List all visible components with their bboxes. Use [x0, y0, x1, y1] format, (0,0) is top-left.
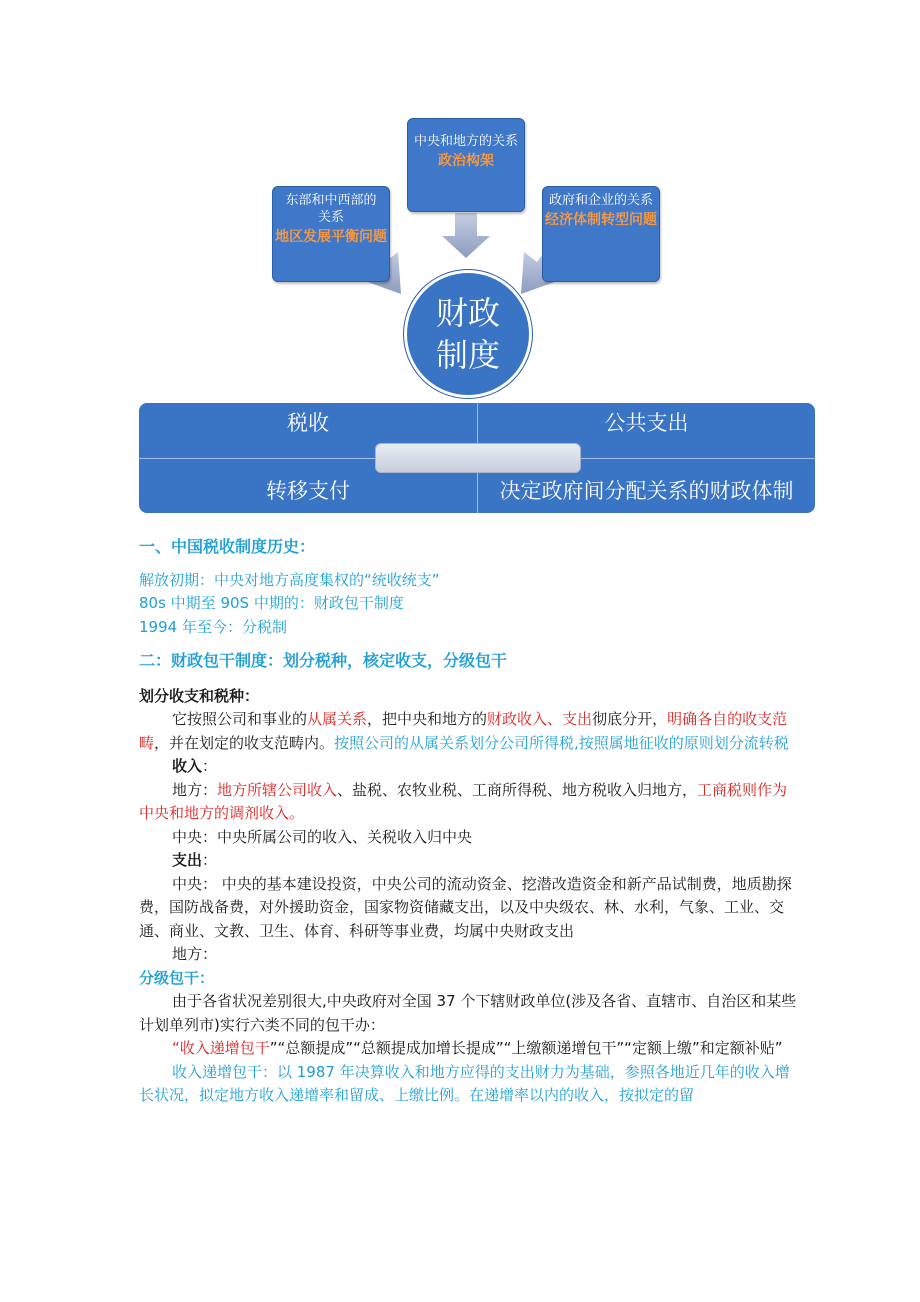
local-income [139, 779, 799, 826]
paragraph-six-types [139, 1037, 799, 1061]
text-run-red: 明确各自的收支范畴 [139, 710, 788, 752]
text-run: ，把中央和地方的 [367, 710, 488, 728]
text-run-red: 工商税则作为中央和地方的调剂收入。 [139, 780, 788, 822]
box-east-line: 东部和中西部的关系 [285, 193, 377, 225]
box-central-highlight: 政治构架 [438, 153, 494, 169]
income-label-text: 收入 [172, 757, 203, 775]
text-run: 它按照公司和事业的 [172, 710, 308, 728]
cell-transfer-payment: 转移支付 [266, 479, 350, 503]
text-run-red: 地方所辖公司收入 [217, 780, 338, 799]
text-run: ”“总额提成”“总额提成加增长提成”“上缴额递增包干”“定额上缴”和定额补贴” [269, 1039, 783, 1057]
paragraph-level-contract: 由于各省状况差别很大,中央政府对全国 37 个下辖财政单位(涉及各省、直辖市、自治区和某些计划单列市)实行六类不同的包干办： [139, 992, 797, 1034]
fiscal-components-grid [139, 403, 815, 513]
text-run: 地方： [172, 780, 218, 799]
cell-tax: 税收 [287, 411, 329, 435]
cell-public-expenditure: 公共支出 [604, 411, 689, 435]
income-label [139, 755, 799, 779]
paragraph-divide [139, 708, 799, 755]
text-run: 、盐税、农牧业税、工商所得税、地方税收入归地方， [337, 780, 698, 799]
colon: ： [202, 757, 218, 775]
text-run-red: 从属关系 [307, 710, 368, 728]
history-item: 1994 年至今：分税制 [139, 617, 287, 636]
fiscal-system-circle [404, 270, 532, 398]
text-run-red: “收入递增包干 [172, 1039, 270, 1057]
subheading-level-contract: 分级包干： [139, 968, 215, 987]
center-connector [375, 443, 581, 473]
history-item: 解放初期：中央对地方高度集权的“统收统支” [139, 570, 440, 589]
cell-fiscal-structure: 决定政府间分配关系的财政体制 [499, 479, 794, 503]
box-central-local [407, 118, 525, 212]
central-income: 中央：中央所属公司的收入、关税收入归中央 [172, 827, 473, 846]
arrow-down [442, 213, 490, 258]
box-east-highlight: 地区发展平衡问题 [275, 229, 387, 245]
text-run: ，并在划定的收支范畴内。 [154, 733, 335, 752]
circle-label: 财政制度 [435, 294, 500, 374]
text-run-red: 财政收入、支出 [487, 710, 593, 728]
box-gov-enterprise [542, 186, 660, 282]
box-east-west [272, 186, 390, 282]
box-gov-highlight: 经济体制转型问题 [545, 212, 657, 228]
text-run: 彻底分开， [592, 710, 668, 728]
history-item: 80s 中期至 90S 中期的：财政包干制度 [139, 594, 404, 612]
colon: ： [202, 851, 218, 869]
document-body [139, 535, 799, 1108]
expense-label [139, 849, 799, 873]
paragraph-income-growth: 收入递增包干：以 1987 年决算收入和地方应得的支出财力为基础，参照各地近几年的收入增长状况，拟定地方收入递增率和留成、上缴比例。在递增率以内的收入，按拟定的留 [139, 1062, 790, 1104]
box-gov-line: 政府和企业的关系 [549, 193, 654, 208]
subheading-divide: 划分收支和税种： [139, 686, 260, 705]
section1-heading: 一、中国税收制度历史： [139, 537, 316, 556]
expense-label-text: 支出 [172, 851, 203, 869]
fiscal-diagram [0, 0, 920, 520]
text-run-cyan: 按照公司的从属关系划分公司所得税,按照属地征收的原则划分流转税 [334, 733, 789, 752]
central-expense: 中央： 中央的基本建设投资，中央公司的流动资金、挖潜改造资金和新产品试制费，地质勘探费，国防战备费，对外援助资金，国家物资储藏支出，以及中央级农、林、水利，气象、工业、交通、商业、文教、卫生、体育、科研等事业费，均属中央财政支出 [139, 874, 792, 940]
local-expense: 地方： [172, 945, 218, 963]
box-central-line: 中央和地方的关系 [414, 134, 519, 149]
section2-heading: 二：财政包干制度：划分税种，核定收支，分级包干 [139, 651, 508, 670]
